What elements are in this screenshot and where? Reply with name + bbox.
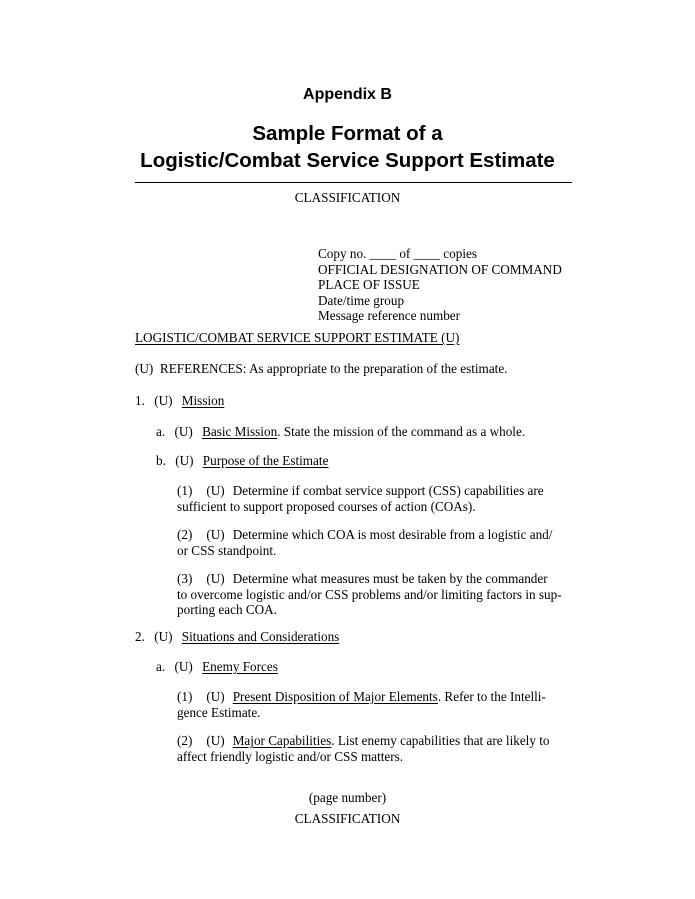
message-reference: Message reference number	[318, 308, 461, 323]
para-number: (3)	[177, 571, 193, 586]
section-1b-para-1	[177, 483, 577, 514]
para-line: sufficient to support proposed courses of action (COAs).	[177, 498, 476, 514]
para-line: . Refer to the Intelli-	[437, 689, 546, 704]
section-1-heading	[135, 393, 224, 409]
classification-marking: (U)	[154, 629, 173, 644]
section-title: Situations and Considerations	[181, 629, 340, 644]
para-line: to overcome logistic and/or CSS problems and/or limiting factors in sup-	[177, 586, 562, 602]
references-text: As appropriate to the preparation of the estimate.	[248, 361, 508, 376]
references-line	[135, 361, 507, 377]
para-line: Determine what measures must be taken by the commander	[232, 571, 548, 586]
section-1b	[156, 453, 328, 469]
para-line: Determine which COA is most desirable from a logistic and/	[232, 527, 553, 542]
para-heading: Major Capabilities	[232, 733, 332, 748]
place-of-issue: PLACE OF ISSUE	[318, 277, 420, 292]
item-heading: Basic Mission	[202, 424, 278, 439]
references-label: (U) REFERENCES:	[135, 361, 247, 376]
title-divider	[135, 182, 572, 183]
page-number: (page number)	[308, 790, 387, 805]
classification-top: CLASSIFICATION	[294, 190, 401, 205]
copy-number-line: Copy no. ____ of ____ copies	[318, 246, 477, 261]
classification-marking: (U)	[206, 527, 225, 542]
para-number: (2)	[177, 733, 193, 748]
appendix-label: Appendix B	[303, 86, 392, 103]
copy-block	[318, 246, 562, 324]
item-letter: a.	[156, 424, 166, 439]
section-title: Mission	[181, 393, 225, 408]
classification-marking: (U)	[206, 733, 225, 748]
item-heading: Enemy Forces	[202, 659, 278, 674]
para-line: porting each COA.	[177, 602, 277, 617]
item-letter: a.	[156, 659, 166, 674]
para-heading: Present Disposition of Major Elements	[232, 689, 438, 704]
estimate-title: LOGISTIC/COMBAT SERVICE SUPPORT ESTIMATE (U)	[135, 330, 460, 345]
section-2a-para-1	[177, 689, 577, 720]
classification-marking: (U)	[174, 659, 193, 674]
classification-marking: (U)	[175, 453, 194, 468]
command-designation: OFFICIAL DESIGNATION OF COMMAND	[318, 261, 562, 277]
page-title-line1: Sample Format of a	[252, 122, 443, 145]
para-number: (1)	[177, 483, 193, 498]
item-text: . State the mission of the command as a whole.	[277, 424, 526, 439]
section-2a	[156, 659, 278, 675]
para-line: gence Estimate.	[177, 704, 261, 720]
classification-marking: (U)	[206, 689, 225, 704]
para-number: (2)	[177, 527, 193, 542]
item-heading: Purpose of the Estimate	[202, 453, 329, 468]
section-number: 2.	[135, 629, 145, 644]
section-number: 1.	[135, 393, 145, 408]
section-1b-para-3	[177, 571, 577, 618]
classification-bottom: CLASSIFICATION	[294, 811, 401, 826]
section-2a-para-2	[177, 733, 577, 764]
section-2-heading	[135, 629, 339, 645]
section-1b-para-2	[177, 527, 577, 558]
para-line: affect friendly logistic and/or CSS matters.	[177, 748, 404, 764]
page-title-line2: Logistic/Combat Service Support Estimate	[140, 149, 555, 172]
classification-marking: (U)	[206, 483, 225, 498]
section-1a	[156, 424, 525, 440]
para-line: . List enemy capabilities that are likely to	[331, 733, 550, 748]
classification-marking: (U)	[206, 571, 225, 586]
para-line: or CSS standpoint.	[177, 542, 277, 558]
date-time-group: Date/time group	[318, 292, 405, 308]
para-number: (1)	[177, 689, 193, 704]
classification-marking: (U)	[174, 424, 193, 439]
para-line: Determine if combat service support (CSS) capabilities are	[232, 483, 544, 498]
item-letter: b.	[156, 453, 166, 468]
classification-marking: (U)	[154, 393, 173, 408]
